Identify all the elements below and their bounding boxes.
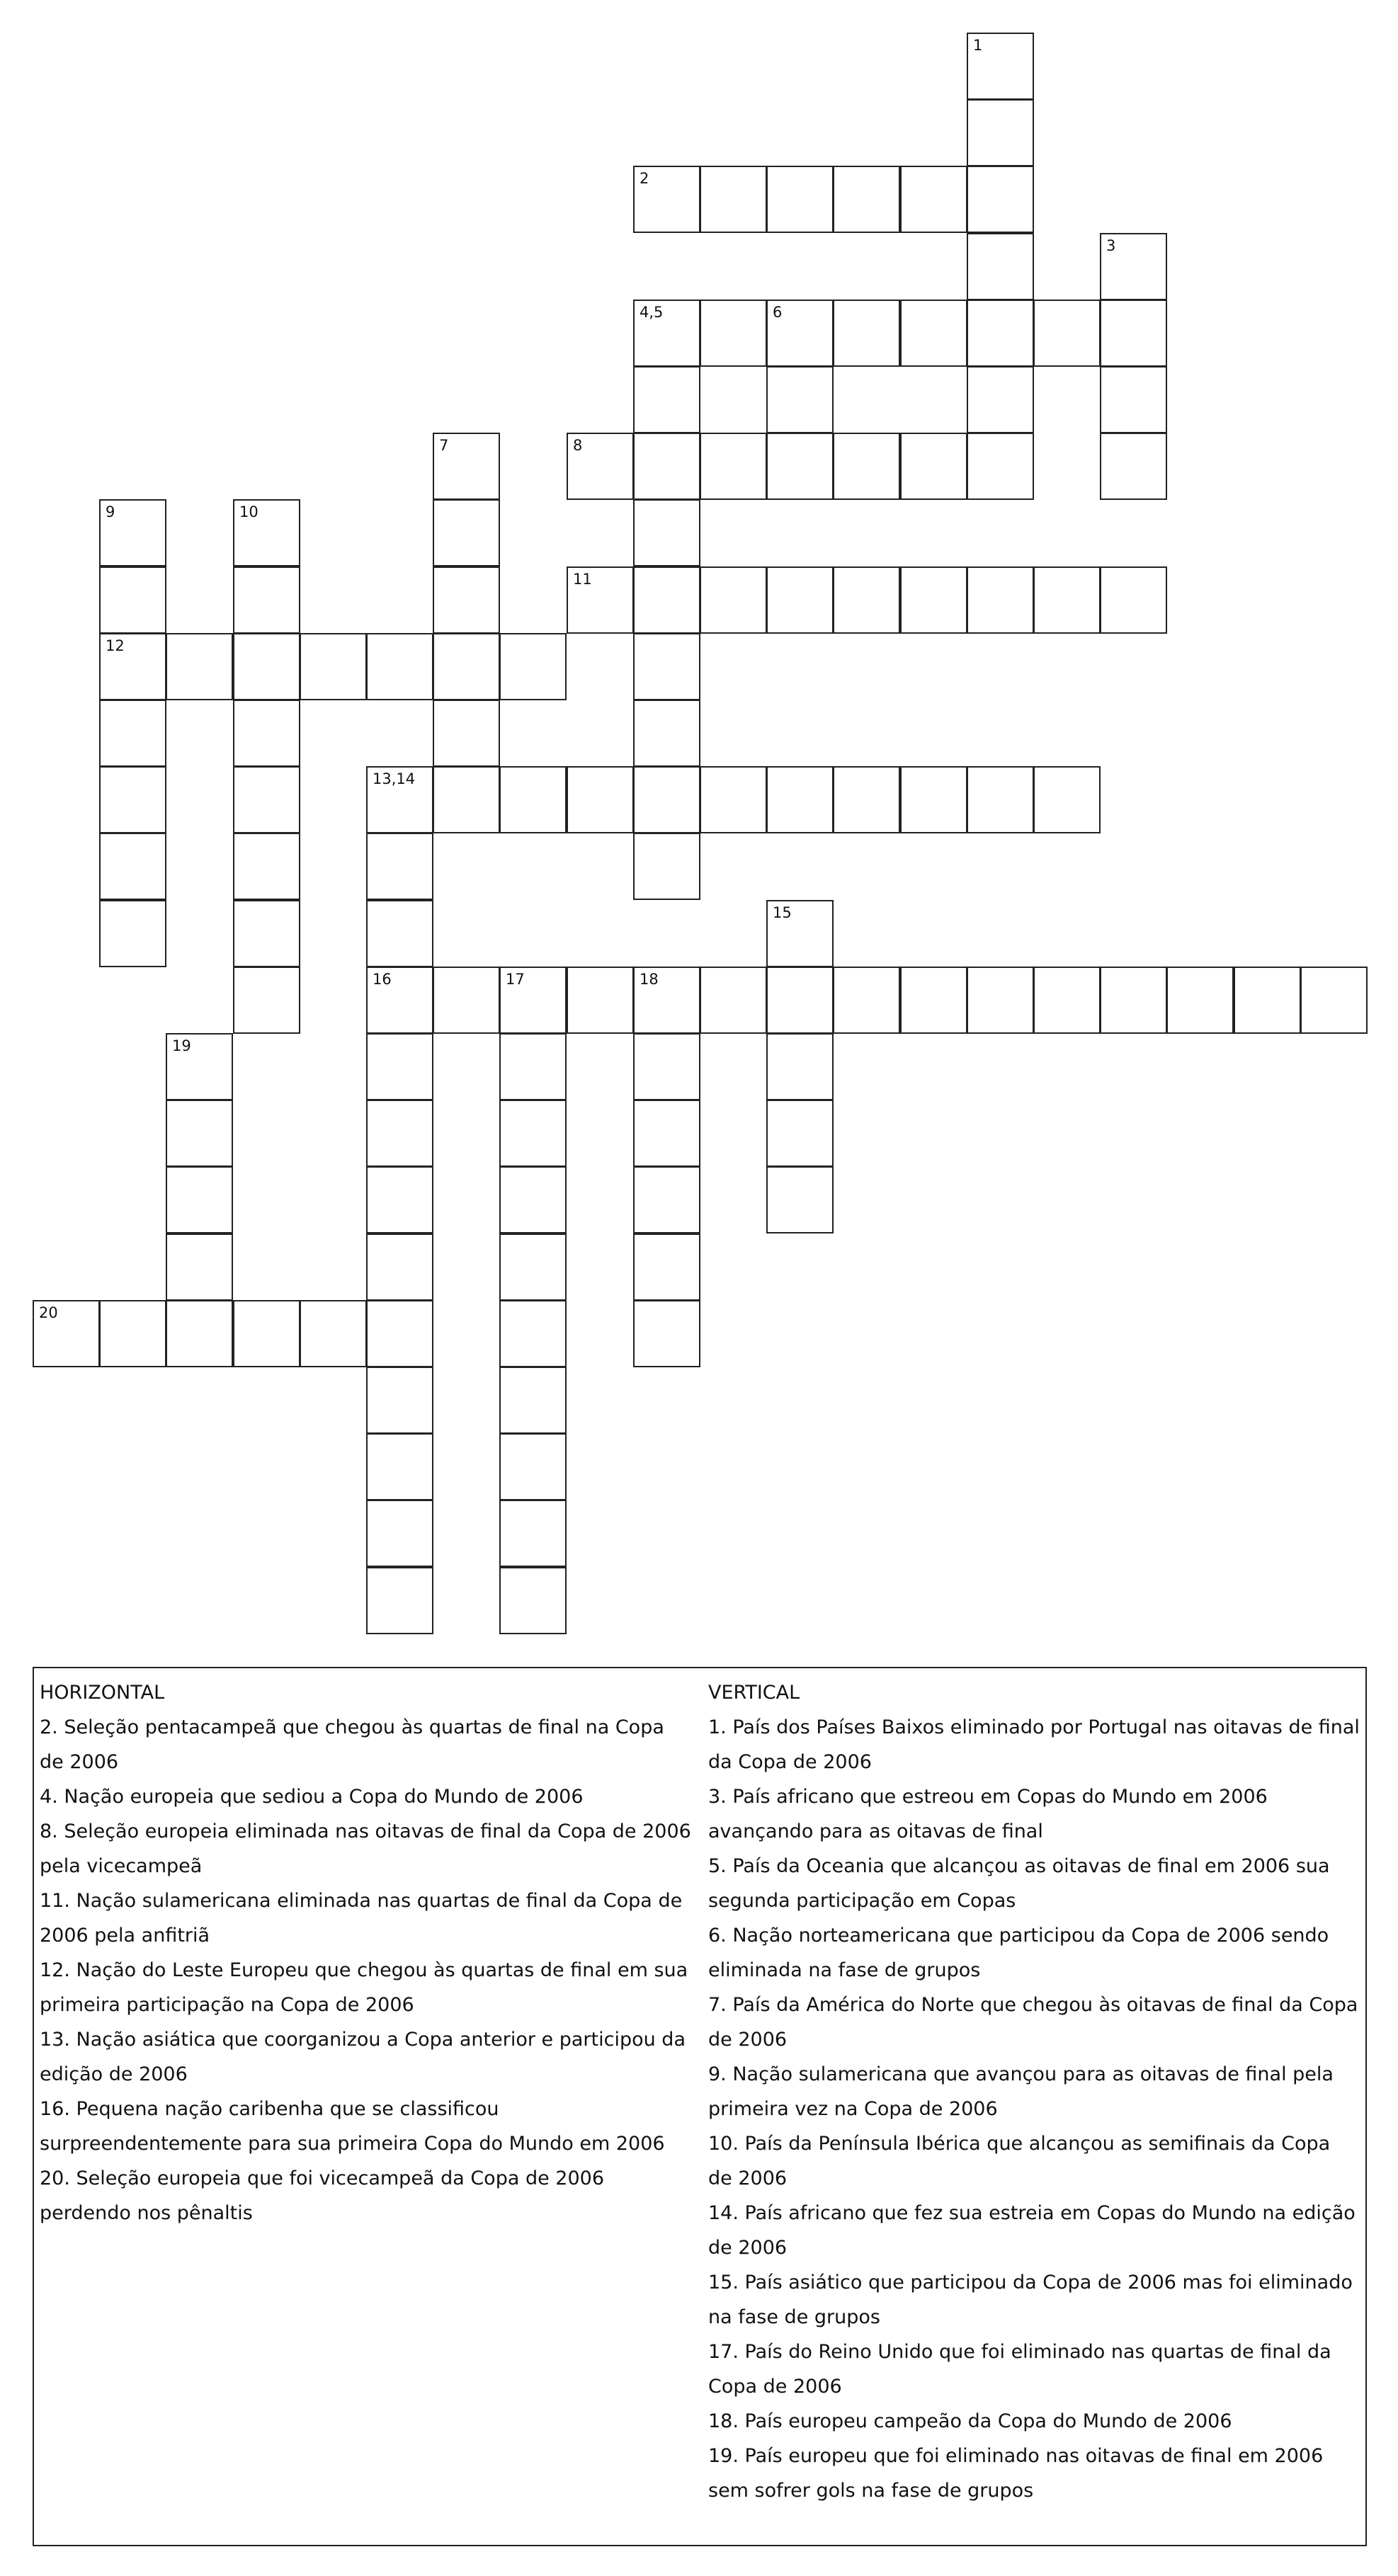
clue-vertical: 7. País da América do Norte que chegou às oitavas de final da Copa de 2006 (708, 1994, 1358, 2051)
clue-vertical: 3. País africano que estreou em Copas do Mundo em 2006 avançando para as oitavas de final (708, 1786, 1268, 1842)
crossword-cell[interactable] (766, 900, 834, 967)
crossword-cell[interactable] (366, 1233, 433, 1301)
crossword-cell[interactable] (900, 766, 967, 833)
clue-vertical: 14. País africano que fez sua estreia em Copas do Mundo na edição de 2006 (708, 2202, 1356, 2259)
crossword-cell[interactable] (499, 1500, 567, 1567)
crossword-cell[interactable] (766, 1100, 834, 1167)
crossword-cell[interactable] (1033, 566, 1101, 634)
crossword-cell[interactable] (1100, 366, 1167, 433)
horizontal-clues (40, 1675, 691, 2230)
crossword-cell[interactable] (499, 1300, 567, 1367)
crossword-cell[interactable] (766, 766, 834, 833)
crossword-cell[interactable] (366, 766, 433, 833)
clue-number: 18 (640, 971, 659, 988)
crossword-cell[interactable] (99, 900, 166, 967)
crossword-cell[interactable] (366, 1567, 433, 1634)
crossword-cell[interactable] (967, 366, 1034, 433)
crossword-cell[interactable] (366, 833, 433, 900)
crossword-cell[interactable] (166, 633, 233, 700)
crossword-cell[interactable] (433, 433, 500, 500)
crossword-cell[interactable] (967, 166, 1034, 233)
crossword-cell[interactable] (900, 967, 967, 1034)
crossword-cell[interactable] (633, 700, 700, 767)
crossword-cell[interactable] (1100, 566, 1167, 634)
crossword-cell[interactable] (499, 1433, 567, 1500)
clue-vertical: 19. País europeu que foi eliminado nas oitavas de final em 2006 sem sofrer gols na fase de grupos (708, 2445, 1324, 2502)
clues-box (33, 1667, 1367, 2546)
crossword-cell[interactable] (766, 300, 834, 367)
crossword-cell[interactable] (766, 1166, 834, 1233)
crossword-cell[interactable] (766, 967, 834, 1034)
crossword-cell[interactable] (499, 1233, 567, 1301)
clue-vertical: 6. Nação norteamericana que participou da Copa de 2006 sendo eliminada na fase de grupos (708, 1925, 1329, 1981)
crossword-cell[interactable] (900, 566, 967, 634)
crossword-cell[interactable] (766, 366, 834, 433)
crossword-cell[interactable] (1033, 766, 1101, 833)
crossword-cell[interactable] (633, 566, 700, 634)
vertical-clues (708, 1675, 1360, 2508)
clue-vertical: 1. País dos Países Baixos eliminado por Portugal nas oitavas de final da Copa de 2006 (708, 1716, 1360, 1773)
clue-number: 16 (373, 971, 392, 988)
clue-horizontal: 8. Seleção europeia eliminada nas oitavas de final da Copa de 2006 pela vicecampeã (40, 1820, 691, 1877)
crossword-cell[interactable] (633, 366, 700, 433)
crossword-cell[interactable] (700, 967, 767, 1034)
crossword-cell[interactable] (433, 766, 500, 833)
crossword-cell[interactable] (967, 766, 1034, 833)
clue-number: 6 (773, 304, 783, 321)
crossword-cell[interactable] (1100, 433, 1167, 500)
crossword-cell[interactable] (567, 967, 634, 1034)
clue-number: 11 (573, 571, 592, 588)
crossword-cell[interactable] (499, 1100, 567, 1167)
crossword-cell[interactable] (766, 166, 834, 233)
crossword-cell[interactable] (99, 566, 166, 634)
crossword-cell[interactable] (967, 233, 1034, 300)
crossword-cell[interactable] (700, 433, 767, 500)
clue-horizontal: 13. Nação asiática que coorganizou a Copa anterior e participou da edição de 2006 (40, 2029, 686, 2085)
crossword-cell[interactable] (1033, 967, 1101, 1034)
crossword-cell[interactable] (166, 1300, 233, 1367)
crossword-cell[interactable] (166, 1166, 233, 1233)
crossword-cell[interactable] (1234, 967, 1301, 1034)
crossword-cell[interactable] (366, 900, 433, 967)
crossword-cell[interactable] (233, 566, 300, 634)
crossword-cell[interactable] (1100, 300, 1167, 367)
clue-number: 4,5 (640, 304, 664, 321)
crossword-cell[interactable] (967, 566, 1034, 634)
crossword-cell[interactable] (1033, 300, 1101, 367)
clue-number: 13,14 (373, 770, 416, 787)
crossword-cell[interactable] (967, 433, 1034, 500)
crossword-cell[interactable] (499, 967, 567, 1034)
crossword-cell[interactable] (1166, 967, 1234, 1034)
crossword-cell[interactable] (366, 1433, 433, 1500)
crossword-cell[interactable] (233, 633, 300, 700)
crossword-cell[interactable] (900, 166, 967, 233)
crossword-cell[interactable] (633, 166, 700, 233)
crossword-cell[interactable] (366, 1367, 433, 1434)
crossword-cell[interactable] (766, 1033, 834, 1100)
crossword-cell[interactable] (366, 1100, 433, 1167)
crossword-cell[interactable] (1300, 967, 1368, 1034)
crossword-cell[interactable] (700, 300, 767, 367)
crossword-cell[interactable] (233, 1300, 300, 1367)
crossword-cell[interactable] (766, 433, 834, 500)
clue-number: 10 (239, 503, 258, 520)
crossword-cell[interactable] (499, 1033, 567, 1100)
clue-horizontal: 20. Seleção europeia que foi vicecampeã da Copa de 2006 perdendo nos pênaltis (40, 2167, 605, 2224)
clue-number: 2 (640, 170, 649, 187)
crossword-cell[interactable] (567, 433, 634, 500)
crossword-cell[interactable] (233, 499, 300, 566)
crossword-cell[interactable] (366, 1166, 433, 1233)
crossword-cell[interactable] (99, 633, 166, 700)
clue-horizontal: 2. Seleção pentacampeã que chegou às quartas de final na Copa de 2006 (40, 1716, 664, 1773)
clue-number: 1 (973, 37, 983, 54)
crossword-cell[interactable] (633, 300, 700, 367)
crossword-cell[interactable] (499, 1367, 567, 1434)
crossword-cell[interactable] (633, 833, 700, 900)
crossword-cell[interactable] (766, 566, 834, 634)
crossword-cell[interactable] (166, 1233, 233, 1301)
clue-horizontal: 12. Nação do Leste Europeu que chegou às quartas de final em sua primeira participação na Copa de 2006 (40, 1959, 688, 2016)
crossword-cell[interactable] (499, 766, 567, 833)
crossword-cell[interactable] (366, 1300, 433, 1367)
crossword-cell[interactable] (166, 1033, 233, 1100)
crossword-cell[interactable] (700, 166, 767, 233)
crossword-cell[interactable] (233, 967, 300, 1034)
crossword-cell[interactable] (633, 1233, 700, 1301)
clue-number: 9 (106, 503, 115, 520)
clue-number: 15 (773, 904, 792, 921)
clue-number: 20 (39, 1304, 58, 1321)
crossword-cell[interactable] (967, 300, 1034, 367)
crossword-cell[interactable] (233, 833, 300, 900)
crossword-cell[interactable] (99, 499, 166, 566)
clue-vertical: 18. País europeu campeão da Copa do Mundo de 2006 (708, 2410, 1232, 2432)
crossword-cell[interactable] (633, 633, 700, 700)
clue-number: 8 (573, 437, 583, 454)
crossword-cell[interactable] (833, 433, 900, 500)
crossword-cell[interactable] (366, 1500, 433, 1567)
crossword-cell[interactable] (233, 900, 300, 967)
crossword-cell[interactable] (366, 633, 433, 700)
crossword-cell[interactable] (499, 633, 567, 700)
crossword-cell[interactable] (633, 1300, 700, 1367)
clue-vertical: 9. Nação sulamericana que avançou para as oitavas de final pela primeira vez na Copa de 2006 (708, 2063, 1334, 2120)
clue-number: 19 (172, 1037, 191, 1054)
crossword-cell[interactable] (300, 633, 367, 700)
crossword-cell[interactable] (433, 566, 500, 634)
crossword-cell[interactable] (233, 766, 300, 833)
clue-horizontal: 16. Pequena nação caribenha que se classificou surpreendentemente para sua primeira Copa do Mundo em 2006 (40, 2098, 665, 2155)
crossword-cell[interactable] (567, 766, 634, 833)
crossword-cell[interactable] (433, 700, 500, 767)
crossword-cell[interactable] (366, 1033, 433, 1100)
clue-horizontal: 11. Nação sulamericana eliminada nas quartas de final da Copa de 2006 pela anfitriã (40, 1890, 683, 1947)
clue-vertical: 17. País do Reino Unido que foi eliminado nas quartas de final da Copa de 2006 (708, 2341, 1331, 2398)
crossword-cell[interactable] (633, 1166, 700, 1233)
crossword-cell[interactable] (433, 499, 500, 566)
clue-vertical: 5. País da Oceania que alcançou as oitavas de final em 2006 sua segunda participação em Copas (708, 1855, 1330, 1912)
crossword-cell[interactable] (99, 833, 166, 900)
crossword-cell[interactable] (967, 99, 1034, 166)
clue-horizontal: 4. Nação europeia que sediou a Copa do Mundo de 2006 (40, 1786, 584, 1808)
crossword-cell[interactable] (633, 433, 700, 500)
crossword-cell[interactable] (833, 566, 900, 634)
clue-vertical: 10. País da Península Ibérica que alcançou as semifinais da Copa de 2006 (708, 2133, 1331, 2189)
crossword-cell[interactable] (633, 499, 700, 566)
crossword-cell[interactable] (700, 766, 767, 833)
crossword-cell[interactable] (833, 300, 900, 367)
clue-number: 3 (1106, 237, 1116, 254)
clue-number: 17 (506, 971, 525, 988)
crossword-cell[interactable] (633, 1100, 700, 1167)
clue-number: 12 (106, 637, 125, 654)
crossword-cell[interactable] (499, 1567, 567, 1634)
crossword-cell[interactable] (833, 166, 900, 233)
crossword-cell[interactable] (833, 766, 900, 833)
crossword-cell[interactable] (433, 633, 500, 700)
crossword-cell[interactable] (633, 967, 700, 1034)
crossword-cell[interactable] (967, 967, 1034, 1034)
crossword-cell[interactable] (99, 1300, 166, 1367)
crossword-cell[interactable] (967, 33, 1034, 100)
crossword-cell[interactable] (499, 1166, 567, 1233)
crossword-cell[interactable] (1100, 967, 1167, 1034)
crossword-cell[interactable] (99, 700, 166, 767)
clue-number: 7 (439, 437, 449, 454)
crossword-cell[interactable] (300, 1300, 367, 1367)
crossword-cell[interactable] (633, 766, 700, 833)
crossword-cell[interactable] (700, 566, 767, 634)
crossword-cell[interactable] (33, 1300, 100, 1367)
crossword-cell[interactable] (900, 433, 967, 500)
vertical-heading: VERTICAL (708, 1682, 800, 1704)
crossword-cell[interactable] (567, 566, 634, 634)
clue-vertical: 15. País asiático que participou da Copa de 2006 mas foi eliminado na fase de grupos (708, 2272, 1353, 2328)
crossword-cell[interactable] (833, 967, 900, 1034)
horizontal-heading: HORIZONTAL (40, 1682, 165, 1704)
crossword-cell[interactable] (900, 300, 967, 367)
crossword-cell[interactable] (99, 766, 166, 833)
crossword-cell[interactable] (366, 967, 433, 1034)
crossword-cell[interactable] (233, 700, 300, 767)
crossword-cell[interactable] (433, 967, 500, 1034)
crossword-cell[interactable] (1100, 233, 1167, 300)
crossword-cell[interactable] (166, 1100, 233, 1167)
crossword-cell[interactable] (633, 1033, 700, 1100)
